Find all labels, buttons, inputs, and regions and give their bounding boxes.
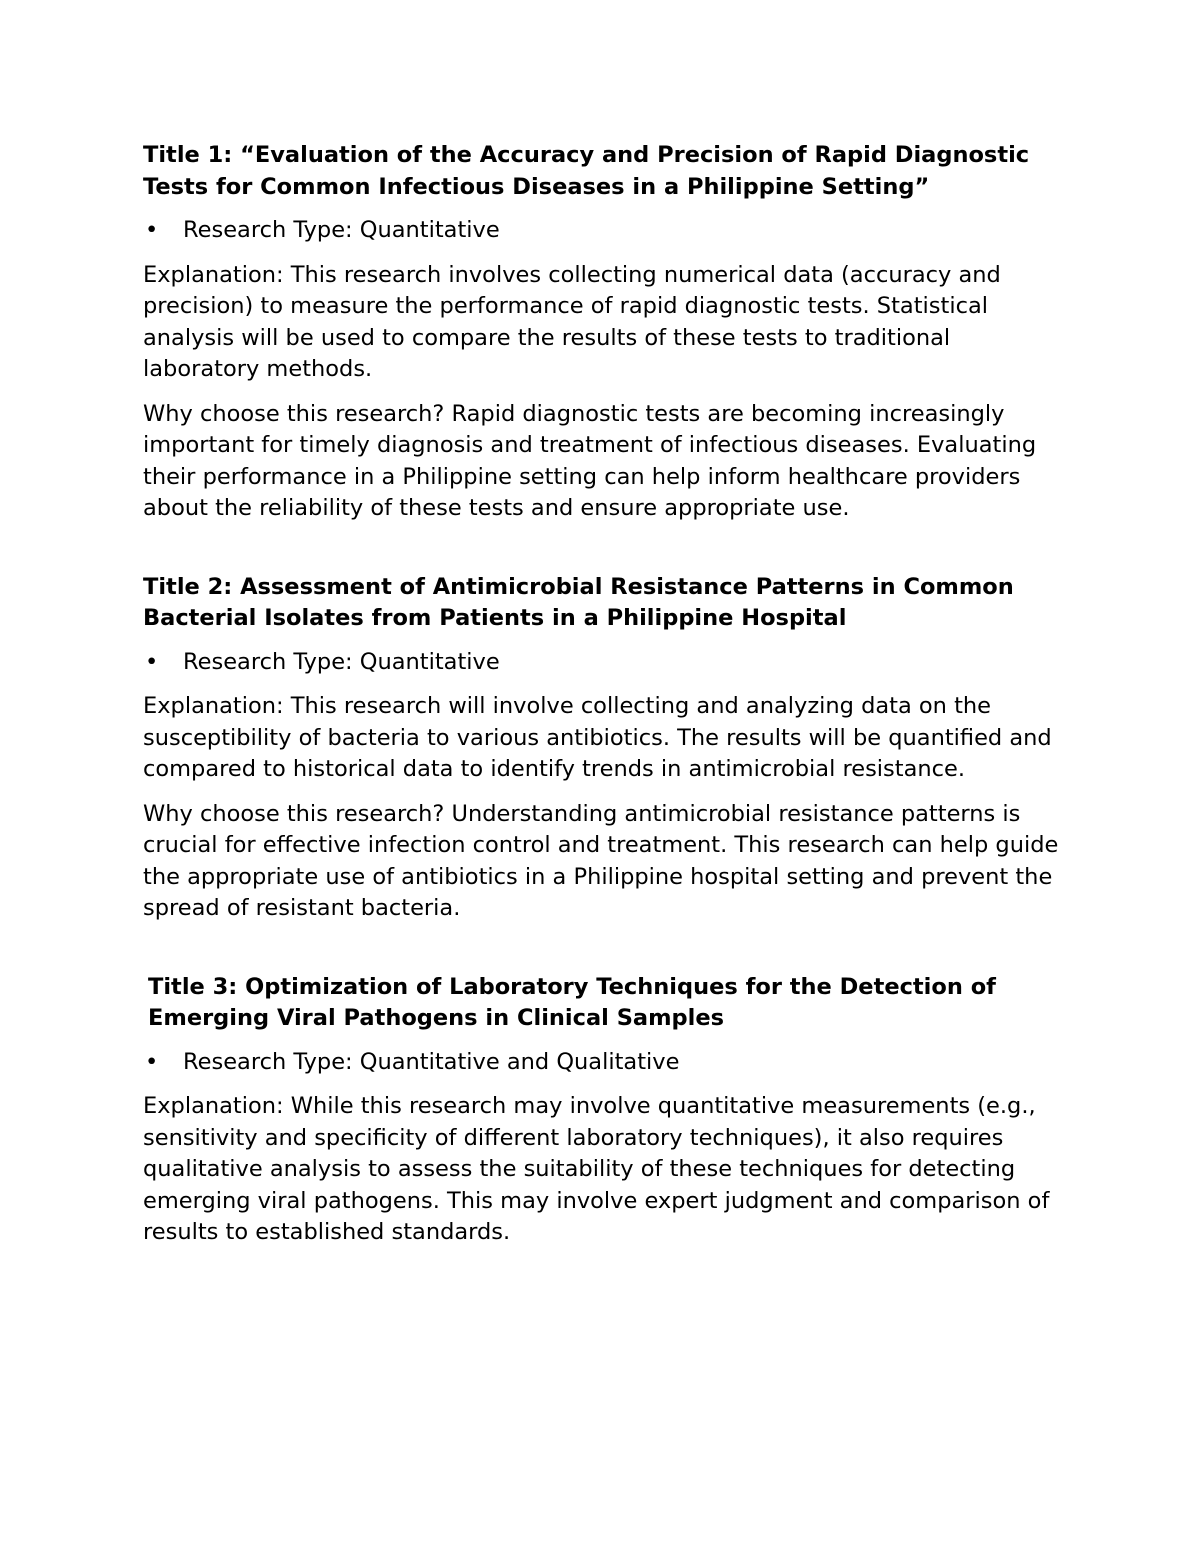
research-type-item bbox=[143, 215, 1073, 247]
explanation-paragraph: Explanation: This research involves collecting numerical data (accuracy and precision) to measure the performance of rapid diagnostic tests. Statistical analysis will be used to compare the results of these tests to traditional laboratory methods. bbox=[143, 261, 1001, 382]
why-paragraph: Why choose this research? Understanding antimicrobial resistance patterns is crucial for effective infection control and treatment. This research can help guide the appropriate use of antibiotics in a Philippine hospital setting and prevent the spread of resistant bacteria. bbox=[143, 800, 1059, 921]
document-body bbox=[143, 140, 1073, 1249]
research-type-item bbox=[143, 647, 1073, 679]
why-paragraph: Why choose this research? Rapid diagnostic tests are becoming increasingly important for timely diagnosis and treatment of infectious diseases. Evaluating their performance in a Philippine setting can help inform healthcare providers about the reliability of these tests and ensure appropriate use. bbox=[143, 400, 1037, 521]
section-title-3 bbox=[143, 972, 1073, 1249]
research-type-text: Research Type: Quantitative bbox=[183, 217, 500, 243]
section-title: Title 1: “Evaluation of the Accuracy and Precision of Rapid Diagnostic Tests for Common Infectious Diseases in a Philippine Setting” bbox=[143, 142, 1030, 200]
research-type-item bbox=[143, 1047, 1073, 1079]
section-title-2 bbox=[143, 572, 1073, 925]
research-type-text: Research Type: Quantitative bbox=[183, 648, 500, 675]
bullet-icon: • bbox=[145, 648, 159, 675]
bullet-icon: • bbox=[145, 217, 159, 243]
explanation-paragraph: Explanation: While this research may involve quantitative measurements (e.g., sensitivity and specificity of different laboratory techniques), it also requires qualitative analysis to assess the suitability of these techniques for detecting emerging viral pathogens. This may involve expert judgment and comparison of results to established standards. bbox=[143, 1093, 1050, 1245]
explanation-paragraph: Explanation: This research will involve collecting and analyzing data on the susceptibility of bacteria to various antibiotics. The results will be quantified and compared to historical data to identify trends in antimicrobial resistance. bbox=[143, 693, 1052, 782]
bullet-icon: • bbox=[145, 1048, 159, 1075]
section-title: Title 3: Optimization of Laboratory Techniques for the Detection of Emerging Viral Pathogens in Clinical Samples bbox=[148, 973, 996, 1031]
section-title: Title 2: Assessment of Antimicrobial Resistance Patterns in Common Bacterial Isolates from Patients in a Philippine Hospital bbox=[143, 573, 1014, 631]
section-title-1 bbox=[143, 140, 1073, 525]
research-type-text: Research Type: Quantitative and Qualitative bbox=[183, 1048, 680, 1075]
